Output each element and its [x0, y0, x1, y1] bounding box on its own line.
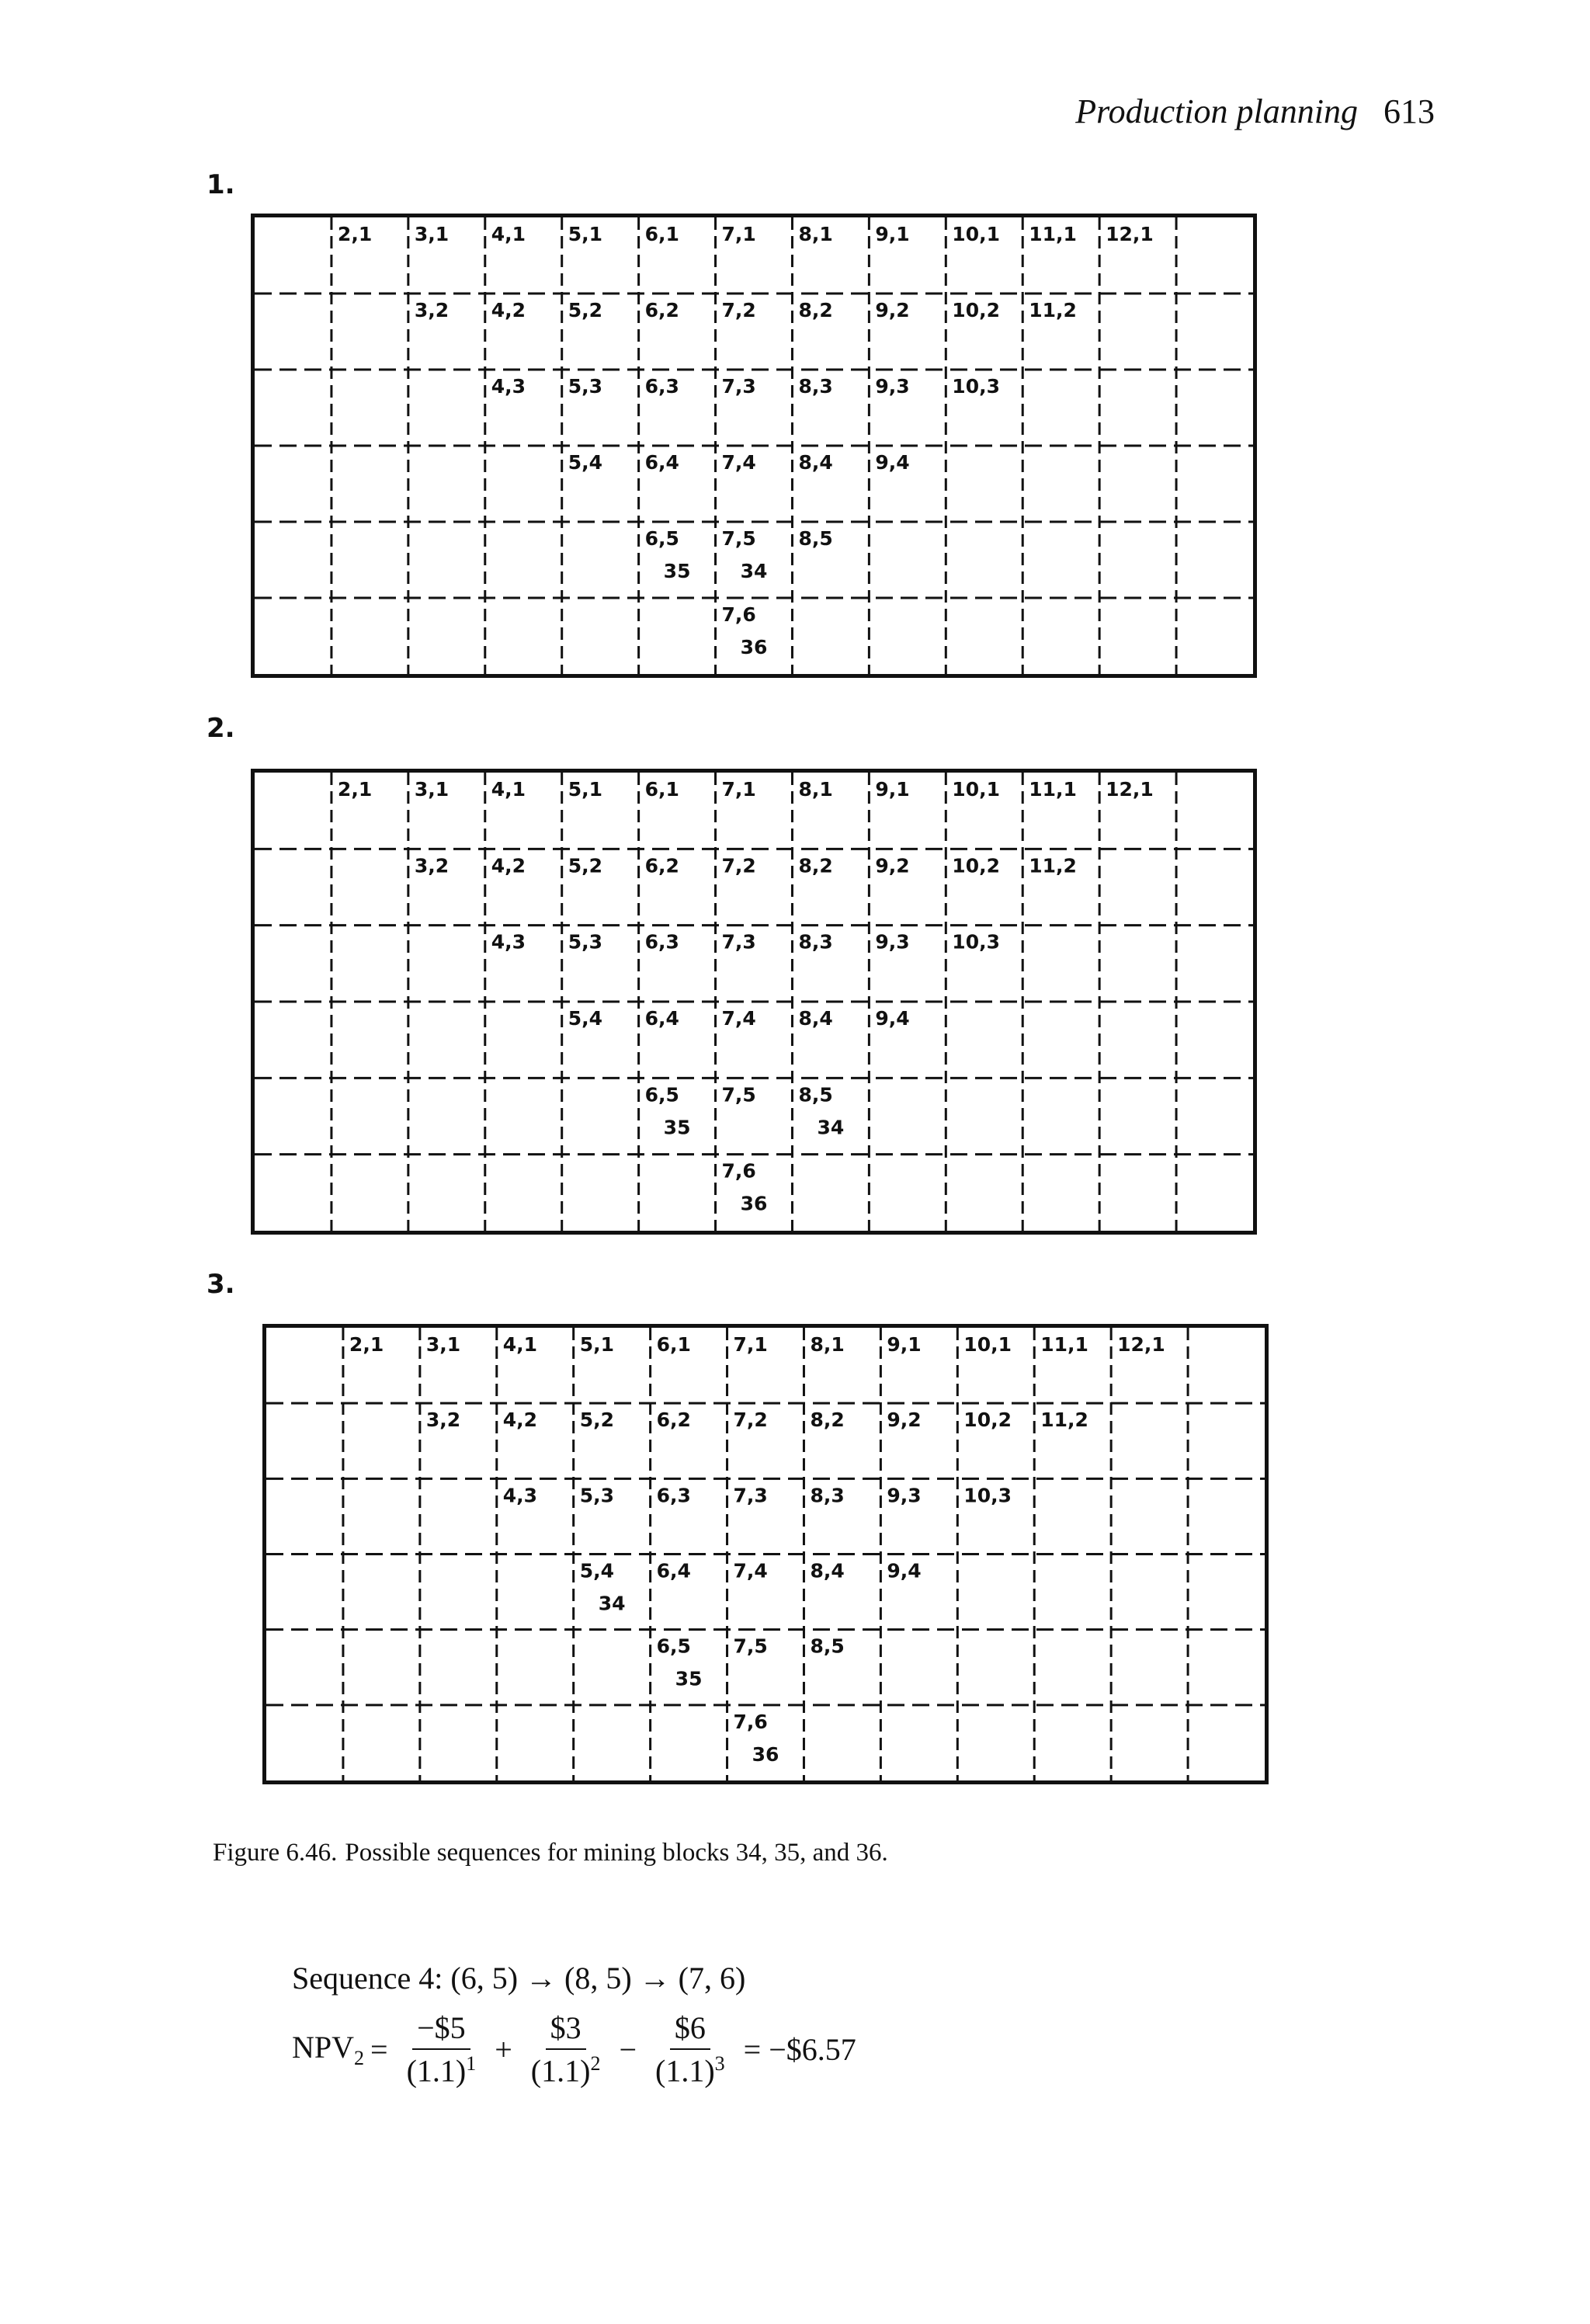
- block-label: 3,1: [414, 778, 450, 801]
- block-label: 8,5: [798, 1083, 833, 1106]
- block-label: 5,1: [568, 223, 602, 245]
- npv-lhs: [292, 2029, 364, 2070]
- block-label: 8,2: [798, 854, 833, 877]
- block-label: 8,1: [810, 1333, 845, 1356]
- block-label: 12,1: [1117, 1333, 1165, 1356]
- running-head: [1075, 92, 1435, 131]
- block-label: 11,1: [1029, 778, 1077, 801]
- fraction-term-2: [526, 2011, 606, 2088]
- block-label: 6,2: [644, 299, 679, 321]
- block-label: 2,1: [337, 778, 373, 801]
- denominator-3-base: (1.1): [655, 2053, 715, 2089]
- block-label: 4,1: [491, 223, 526, 245]
- block-label: 6,2: [656, 1409, 691, 1432]
- block-label: 9,1: [887, 1333, 922, 1356]
- block-label: 7,3: [721, 930, 756, 954]
- block-label: 9,2: [875, 299, 910, 321]
- block-number: 35: [663, 560, 691, 582]
- plus-sign: +: [495, 2032, 512, 2068]
- block-label: 4,3: [502, 1484, 538, 1507]
- block-number: 35: [663, 1116, 691, 1139]
- block-label: 4,2: [502, 1409, 538, 1432]
- panel-label-1: 1.: [207, 169, 235, 200]
- numerator-3: $6: [670, 2011, 710, 2050]
- block-label: 7,1: [733, 1333, 768, 1356]
- block-label: 7,2: [721, 299, 756, 321]
- block-label: 7,6: [721, 603, 756, 626]
- block-label: 6,3: [644, 375, 679, 398]
- block-label: 11,1: [1040, 1333, 1088, 1356]
- block-label: 11,2: [1029, 854, 1077, 877]
- block-label: 8,4: [810, 1559, 845, 1582]
- block-label: 7,6: [721, 1159, 756, 1183]
- grid-lines: [255, 773, 1253, 1231]
- block-label: 5,4: [579, 1559, 614, 1582]
- block-label: 8,2: [798, 299, 833, 321]
- block-label: 2,1: [349, 1333, 384, 1356]
- block-label: 9,1: [875, 223, 910, 245]
- block-label: 5,2: [568, 299, 602, 321]
- denominator-3: [651, 2050, 730, 2088]
- block-label: 5,1: [568, 778, 602, 801]
- block-label: 4,1: [491, 778, 526, 801]
- block-label: 9,3: [875, 930, 910, 954]
- block-label: 6,4: [644, 451, 679, 474]
- block-label: 9,3: [875, 375, 910, 398]
- block-label: 3,1: [425, 1333, 461, 1356]
- denominator-2: [526, 2050, 606, 2088]
- block-label: 5,3: [579, 1484, 614, 1507]
- block-number: 36: [740, 1192, 768, 1215]
- block-label: 4,3: [491, 375, 526, 398]
- block-label: 5,3: [568, 930, 602, 954]
- block-label: 7,1: [721, 223, 756, 245]
- block-label: 10,1: [952, 223, 1000, 245]
- block-label: 6,3: [644, 930, 679, 954]
- block-number: 34: [598, 1592, 626, 1615]
- grid-lines: [266, 1328, 1265, 1780]
- block-label: 7,5: [721, 527, 756, 550]
- block-label: 10,3: [952, 375, 1000, 398]
- block-label: 10,3: [952, 930, 1000, 954]
- block-label: 9,4: [887, 1559, 922, 1582]
- block-label: 3,2: [414, 299, 450, 321]
- block-label: 6,1: [644, 223, 679, 245]
- grid-lines: [255, 217, 1253, 674]
- block-label: 10,3: [963, 1484, 1012, 1507]
- page-number: 613: [1383, 92, 1435, 130]
- block-label: 6,1: [656, 1333, 691, 1356]
- numerator-2: $3: [546, 2011, 586, 2050]
- running-title: Production planning: [1075, 92, 1358, 130]
- block-label: 7,2: [721, 854, 756, 877]
- block-label: 7,2: [733, 1409, 768, 1432]
- block-label: 5,4: [568, 451, 602, 474]
- block-label: 9,2: [887, 1409, 922, 1432]
- block-label: 3,2: [414, 854, 450, 877]
- block-label: 8,2: [810, 1409, 845, 1432]
- block-label: 5,1: [579, 1333, 614, 1356]
- fraction-term-1: [402, 2011, 481, 2088]
- block-label: 9,4: [875, 1007, 910, 1030]
- block-label: 8,5: [798, 527, 833, 550]
- block-label: 8,3: [798, 375, 833, 398]
- block-label: 11,2: [1029, 299, 1077, 321]
- block-label: 7,1: [721, 778, 756, 801]
- block-label: 12,1: [1106, 223, 1154, 245]
- block-label: 8,3: [810, 1484, 845, 1507]
- block-number: 36: [752, 1742, 779, 1766]
- block-label: 6,5: [644, 527, 679, 550]
- block-label: 11,2: [1040, 1409, 1088, 1432]
- panel-label-3: 3.: [207, 1269, 235, 1300]
- block-number: 34: [740, 560, 768, 582]
- block-number: 34: [817, 1116, 845, 1139]
- denominator-3-exponent: 3: [714, 2052, 725, 2075]
- block-label: 8,5: [810, 1634, 845, 1658]
- block-label: 7,3: [721, 375, 756, 398]
- block-label: 7,3: [733, 1484, 768, 1507]
- block-label: 5,2: [579, 1409, 614, 1432]
- block-label: 9,4: [875, 451, 910, 474]
- block-label: 9,2: [875, 854, 910, 877]
- block-label: 9,3: [887, 1484, 922, 1507]
- block-label: 6,1: [644, 778, 679, 801]
- block-label: 7,5: [721, 1083, 756, 1106]
- block-label: 10,1: [952, 778, 1000, 801]
- block-grid-panel-3: [262, 1324, 1269, 1784]
- block-grid-panel-2: [251, 769, 1257, 1235]
- denominator-2-base: (1.1): [530, 2053, 591, 2089]
- denominator-1-base: (1.1): [406, 2053, 467, 2089]
- minus-sign: −: [619, 2032, 637, 2068]
- block-label: 8,1: [798, 223, 833, 245]
- fraction-term-3: [651, 2011, 730, 2088]
- block-label: 10,1: [963, 1333, 1012, 1356]
- block-label: 8,4: [798, 1007, 833, 1030]
- npv-result: = −$6.57: [743, 2032, 856, 2068]
- block-label: 8,4: [798, 451, 833, 474]
- block-label: 6,3: [656, 1484, 691, 1507]
- block-label: 6,5: [644, 1083, 679, 1106]
- block-label: 4,3: [491, 930, 526, 954]
- block-label: 5,3: [568, 375, 602, 398]
- block-label: 6,4: [644, 1007, 679, 1030]
- block-label: 9,1: [875, 778, 910, 801]
- caption-label: Figure 6.46.: [213, 1839, 338, 1867]
- block-label: 3,2: [425, 1409, 461, 1432]
- block-label: 2,1: [337, 223, 373, 245]
- block-label: 8,3: [798, 930, 833, 954]
- block-label: 4,2: [491, 299, 526, 321]
- block-number: 35: [675, 1667, 703, 1690]
- panel-label-2: 2.: [207, 713, 235, 744]
- block-label: 12,1: [1106, 778, 1154, 801]
- block-label: 10,2: [952, 854, 1000, 877]
- denominator-2-exponent: 2: [590, 2052, 601, 2075]
- npv-equation: [292, 2011, 863, 2088]
- block-label: 4,2: [491, 854, 526, 877]
- block-label: 7,4: [721, 1007, 756, 1030]
- block-label: 7,4: [733, 1559, 768, 1582]
- block-label: 4,1: [502, 1333, 538, 1356]
- block-label: 10,2: [952, 299, 1000, 321]
- block-grid-panel-1: [251, 214, 1257, 678]
- block-label: 7,6: [733, 1710, 768, 1733]
- block-label: 5,4: [568, 1007, 602, 1030]
- block-label: 6,2: [644, 854, 679, 877]
- block-label: 6,5: [656, 1634, 691, 1658]
- npv-subscript: 2: [354, 2047, 365, 2070]
- block-label: 11,1: [1029, 223, 1077, 245]
- sequence-line: Sequence 4: (6, 5) → (8, 5) → (7, 6): [292, 1961, 746, 1996]
- npv-label: NPV: [292, 2030, 355, 2065]
- block-label: 8,1: [798, 778, 833, 801]
- block-label: 7,5: [733, 1634, 768, 1658]
- block-label: 10,2: [963, 1409, 1012, 1432]
- caption-text: Possible sequences for mining blocks 34, 35, and 36.: [345, 1839, 888, 1867]
- block-label: 3,1: [414, 223, 450, 245]
- denominator-1: [402, 2050, 481, 2088]
- block-label: 6,4: [656, 1559, 691, 1582]
- figure-caption: [213, 1839, 888, 1867]
- denominator-1-exponent: 1: [466, 2052, 477, 2075]
- equals-sign: =: [370, 2032, 388, 2068]
- block-number: 36: [740, 636, 768, 658]
- block-label: 7,4: [721, 451, 756, 474]
- numerator-1: −$5: [412, 2011, 470, 2050]
- block-label: 5,2: [568, 854, 602, 877]
